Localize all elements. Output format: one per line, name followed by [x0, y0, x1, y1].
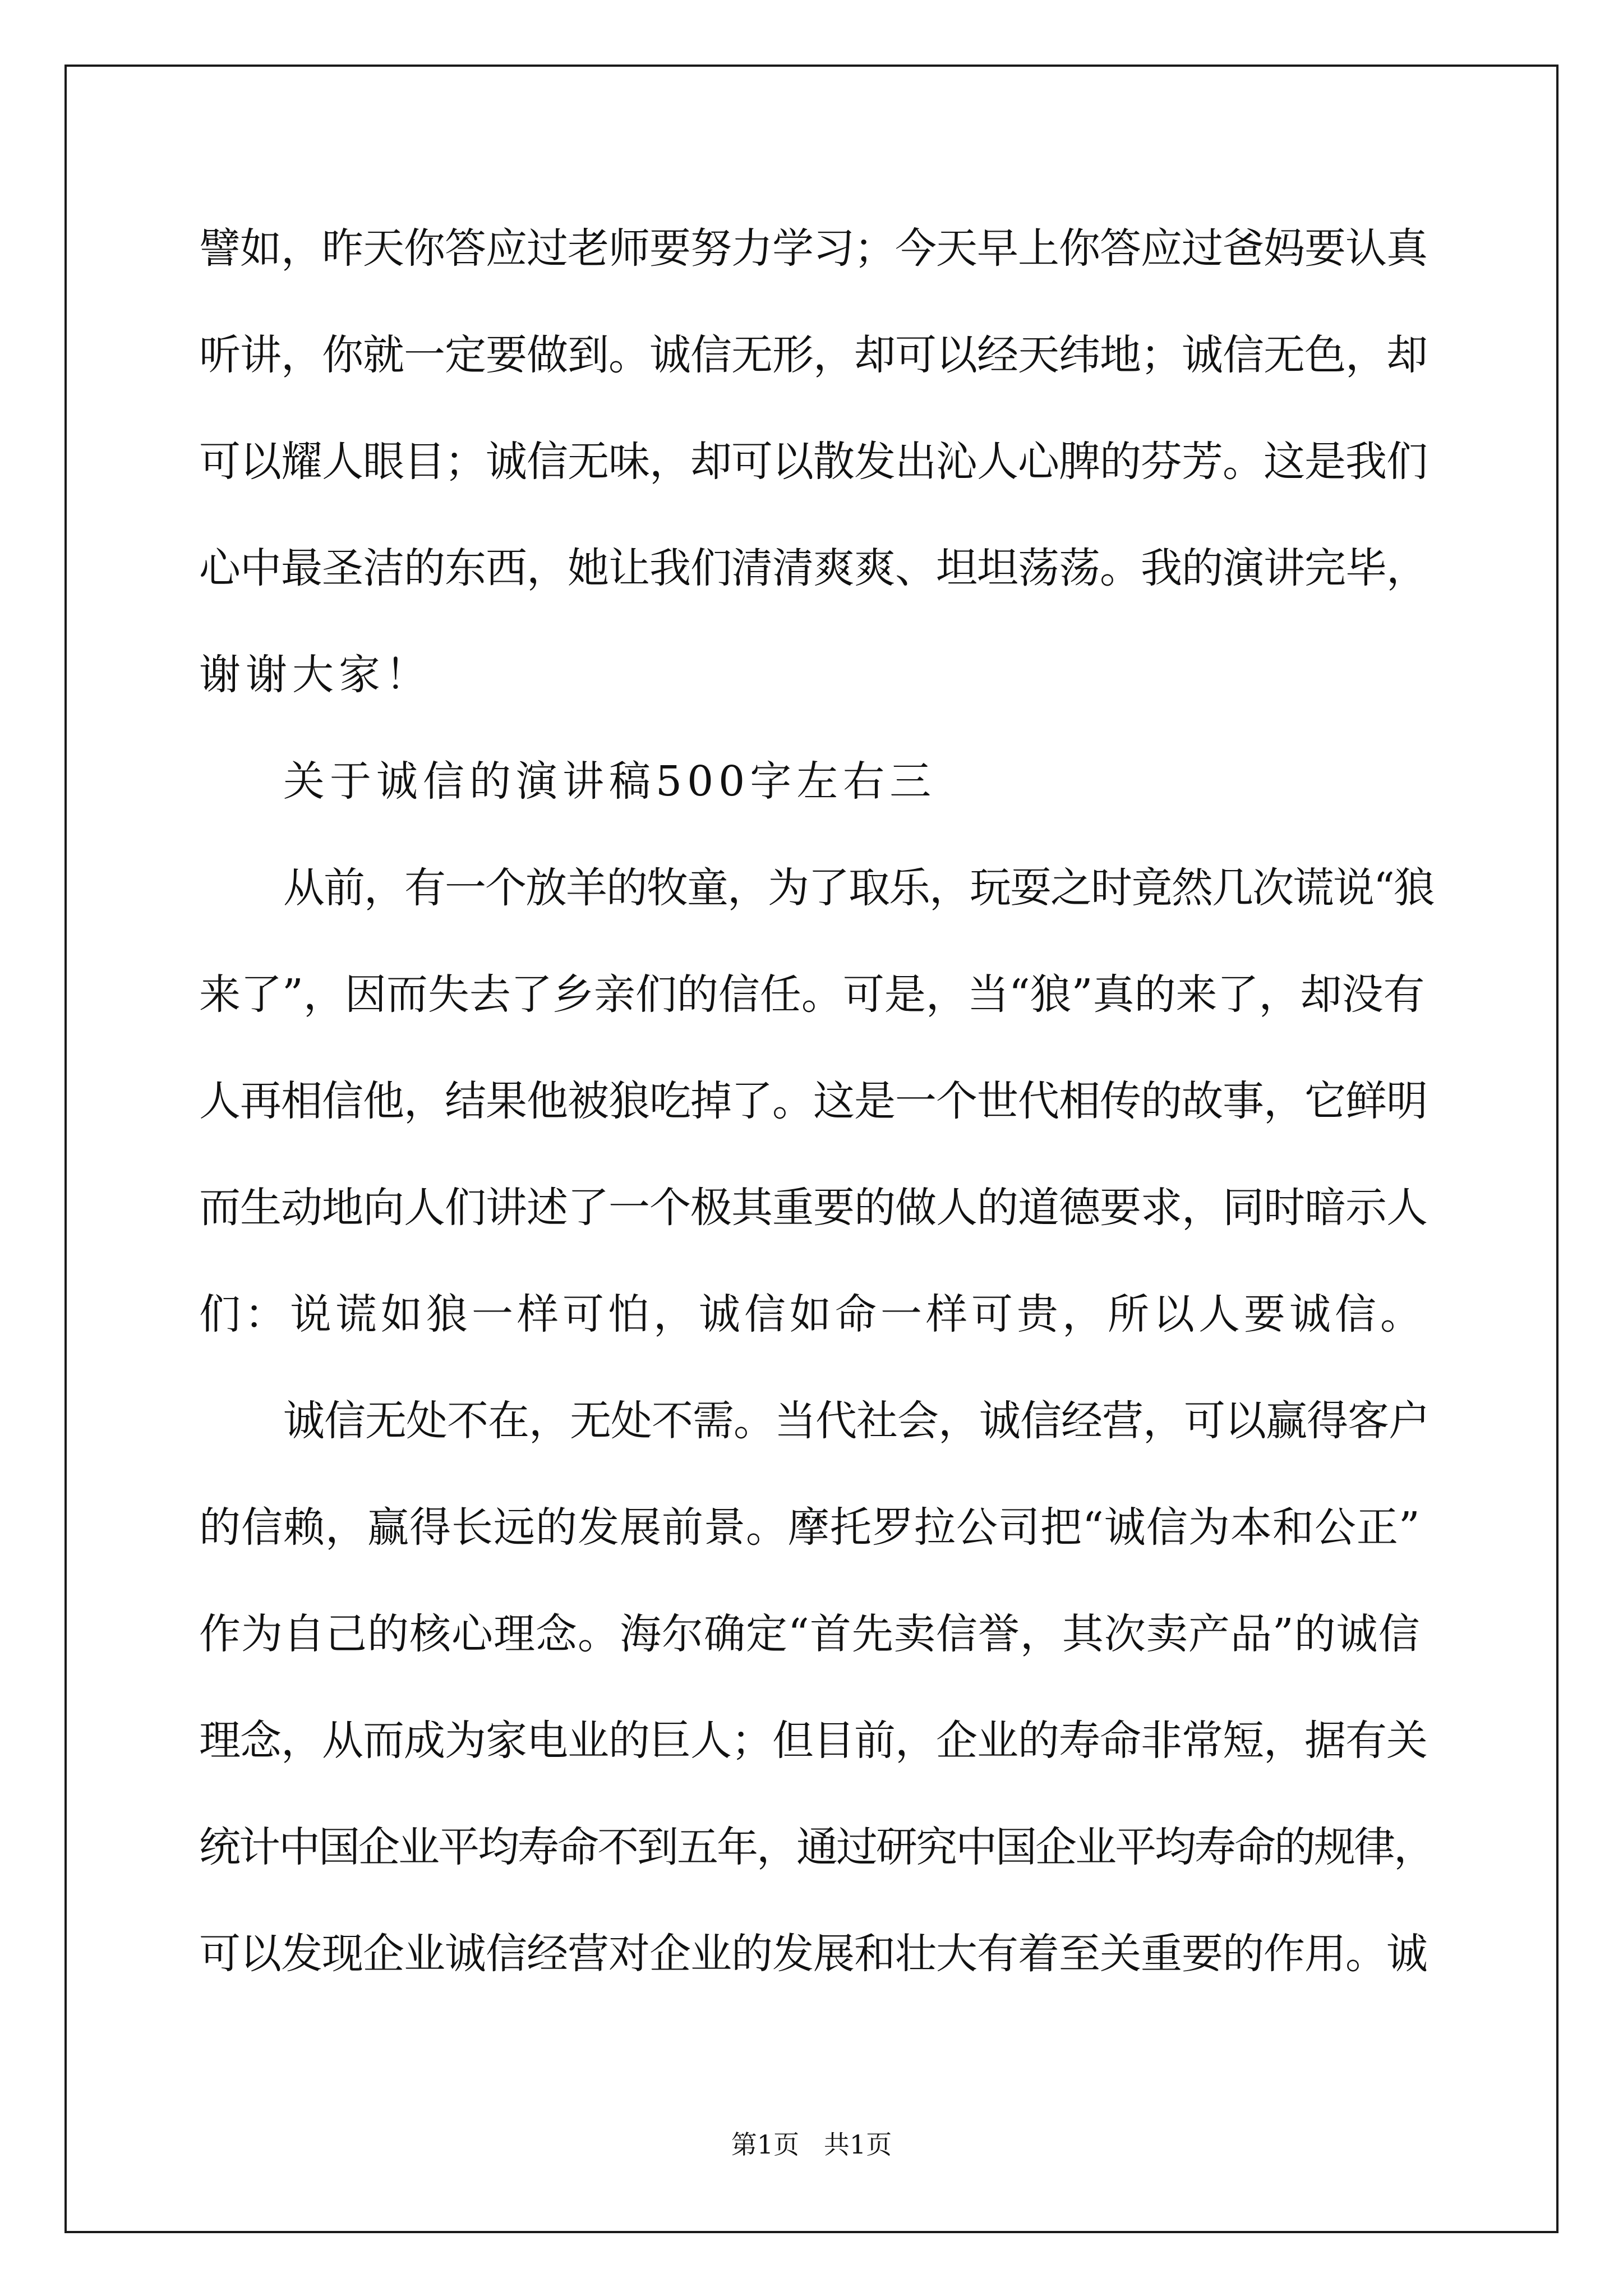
- paragraph-line-2: 听讲，你就一定要做到。诚信无形，却可以经天纬地；诚信无色，却: [199, 331, 1427, 379]
- paragraph-line-7: 从前，有一个放羊的牧童，为了取乐，玩耍之时竟然几次谎说“狼: [283, 864, 1434, 912]
- page-number-footer: 第1页 共1页: [731, 2129, 892, 2160]
- paragraph-line-12: 诚信无处不在，无处不需。当代社会，诚信经营，可以赢得客户: [283, 1397, 1430, 1445]
- paragraph-line-14: 作为自己的核心理念。海尔确定“首先卖信誉，其次卖产品”的诚信: [199, 1610, 1421, 1658]
- paragraph-line-13: 的信赖，赢得长远的发展前景。摩托罗拉公司把“诚信为本和公正”: [199, 1503, 1421, 1552]
- paragraph-line-15: 理念，从而成为家电业的巨人；但目前，企业的寿命非常短，据有关: [199, 1717, 1427, 1765]
- paragraph-line-17: 可以发现企业诚信经营对企业的发展和壮大有着至关重要的作用。诚: [199, 1930, 1427, 1978]
- paragraph-line-9: 人再相信他，结果他被狼吃掉了。这是一个世代相传的故事，它鲜明: [199, 1077, 1427, 1125]
- paragraph-line-3: 可以耀人眼目；诚信无味，却可以散发出沁人心脾的芬芳。这是我们: [199, 438, 1427, 486]
- paragraph-line-4: 心中最圣洁的东西，她让我们清清爽爽、坦坦荡荡。我的演讲完毕，: [199, 544, 1427, 592]
- paragraph-line-16: 统计中国企业平均寿命不到五年，通过研究中国企业平均寿命的规律，: [199, 1823, 1433, 1871]
- paragraph-line-10: 而生动地向人们讲述了一个极其重要的做人的道德要求，同时暗示人: [199, 1184, 1427, 1232]
- paragraph-line-5: 谢谢大家！: [199, 651, 432, 699]
- page-border: [64, 65, 1559, 2233]
- paragraph-line-11: 们：说谎如狼一样可怕，诚信如命一样可贵，所以人要诚信。: [199, 1290, 1426, 1338]
- section-heading: 关于诚信的演讲稿500字左右三: [283, 757, 937, 806]
- paragraph-line-8: 来了”，因而失去了乡亲们的信任。可是，当“狼”真的来了，却没有: [199, 970, 1425, 1019]
- paragraph-line-1: 譬如，昨天你答应过老师要努力学习；今天早上你答应过爸妈要认真: [199, 224, 1427, 273]
